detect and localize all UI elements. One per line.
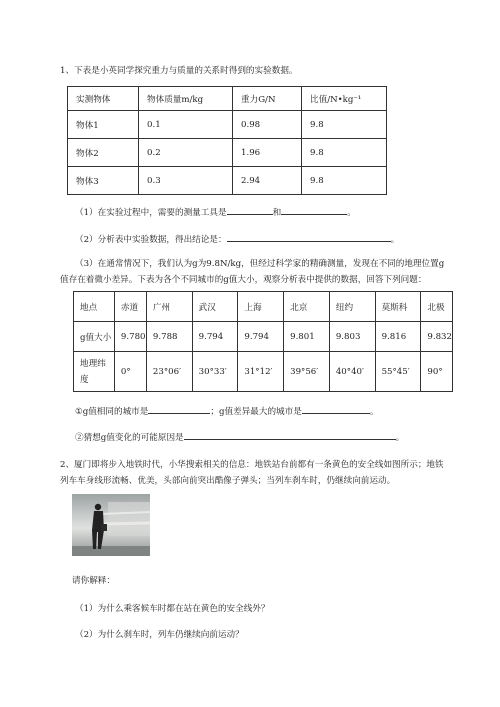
table-cell: 9.8 [302, 111, 387, 139]
table-row [68, 111, 387, 139]
q1-sub3-line2: 值存在着微小差异。下表为各个不同城市的g值大小，观察分析表中提供的数据，回答下列问题： [60, 275, 427, 285]
q2-ask2: （2）为什么刹车时，列车仍继续向前运动？ [75, 630, 244, 640]
sub1-text: （1）在实验过程中，需要的测量工具是 [75, 208, 227, 218]
table-cell: 9.794 [238, 322, 284, 352]
subway-platform-photo [72, 494, 150, 556]
table-cell: 纽约 [329, 292, 375, 322]
table-cell: 物体2 [68, 139, 139, 167]
table-cell: 物体3 [68, 167, 139, 195]
table-cell: 0° [114, 352, 146, 392]
q1-sub3b [75, 430, 404, 443]
table-cell: 物体1 [68, 111, 139, 139]
table-header-cell: 比值/N•kg⁻¹ [302, 87, 387, 111]
table-header-cell: 实测物体 [68, 87, 139, 111]
table-cell: 0.98 [233, 111, 302, 139]
table-cell: 广州 [146, 292, 192, 322]
q1-sub3-line1: （3）在通常情况下，我们认为g为9.8N/kg，但经过科学家的精确测量，发现在不同的地理位置g [75, 259, 445, 269]
table-cell: 赤道 [114, 292, 146, 322]
sub3b-end: 。 [395, 433, 405, 443]
answer-blank[interactable] [227, 205, 273, 215]
table-row [74, 352, 453, 392]
table-cell: 55°45′ [375, 352, 421, 392]
q1-sub1 [75, 205, 356, 218]
table-city-g [73, 291, 453, 392]
table-cell: 9.801 [284, 322, 330, 352]
table-cell: 90° [421, 352, 453, 392]
table-cell: 上海 [238, 292, 284, 322]
table-cell: 0.3 [139, 167, 233, 195]
sub3b-text: ②猜想g值变化的可能原因是 [75, 433, 184, 443]
table-cell: 30°33′ [192, 352, 238, 392]
answer-blank[interactable] [227, 232, 391, 242]
table-cell: 1.96 [233, 139, 302, 167]
table-cell: 北京 [284, 292, 330, 322]
table-cell: 0.1 [139, 111, 233, 139]
table-cell: 北极 [421, 292, 453, 322]
table-row [68, 87, 387, 111]
table-cell: 2.94 [233, 167, 302, 195]
q1-sub2 [75, 232, 399, 245]
table-row [74, 322, 453, 352]
sub1-mid: 和 [272, 208, 282, 218]
table-cell: 9.816 [375, 322, 421, 352]
table-cell: 39°56′ [284, 352, 330, 392]
table-cell: 9.8 [302, 139, 387, 167]
sub3a-end: 。 [369, 407, 379, 417]
table-row [74, 292, 453, 322]
table-cell: 9.8 [302, 167, 387, 195]
q2-prompt: 请你解释： [72, 576, 115, 586]
answer-blank[interactable] [281, 205, 347, 215]
table-cell: 9.788 [146, 322, 192, 352]
q1-sub3a [75, 404, 378, 417]
table-row [68, 167, 387, 195]
q2-line1: 2、厦门即将步入地铁时代，小华搜索相关的信息：地铁站台前都有一条黄色的安全线如图所示；地铁 [60, 460, 444, 470]
table-cell: 23°06′ [146, 352, 192, 392]
sub3a-mid: ；g值差异最大的城市是 [210, 407, 302, 417]
table-cell: 地理纬度 [74, 352, 115, 392]
table-cell: 0.2 [139, 139, 233, 167]
sub2-text: （2）分析表中实验数据，得出结论是： [75, 235, 227, 245]
answer-blank[interactable] [184, 430, 396, 440]
q2-ask1: （1）为什么乘客候车时都在站在黄色的安全线外？ [75, 604, 270, 614]
table-mass-gravity [67, 86, 387, 195]
table-row [68, 139, 387, 167]
table-header-cell: 物体质量m/kg [139, 87, 233, 111]
answer-blank[interactable] [302, 404, 370, 414]
passenger-silhouette-image [72, 494, 150, 556]
sub2-end: 。 [390, 235, 400, 245]
sub3a-text: ①g值相同的城市是 [75, 407, 149, 417]
table-header-cell: 重力G/N [233, 87, 302, 111]
answer-blank[interactable] [148, 404, 210, 414]
table-cell: 40°40′ [329, 352, 375, 392]
table-cell: 9.803 [329, 322, 375, 352]
table-cell: g值大小 [74, 322, 115, 352]
q1-title: 1、下表是小英同学探究重力与质量的关系时得到的实验数据。 [60, 66, 298, 76]
table-cell: 9.832 [421, 322, 453, 352]
table-cell: 9.794 [192, 322, 238, 352]
table-cell: 31°12′ [238, 352, 284, 392]
table-cell: 9.780 [114, 322, 146, 352]
sub1-end: 。 [347, 208, 356, 218]
table-cell: 地点 [74, 292, 115, 322]
q2-line2: 列车车身线形流畅、优美，头部向前突出酷像子弹头；当列车刹车时，仍继续向前运动。 [60, 476, 396, 486]
table-cell: 武汉 [192, 292, 238, 322]
table-cell: 莫斯科 [375, 292, 421, 322]
